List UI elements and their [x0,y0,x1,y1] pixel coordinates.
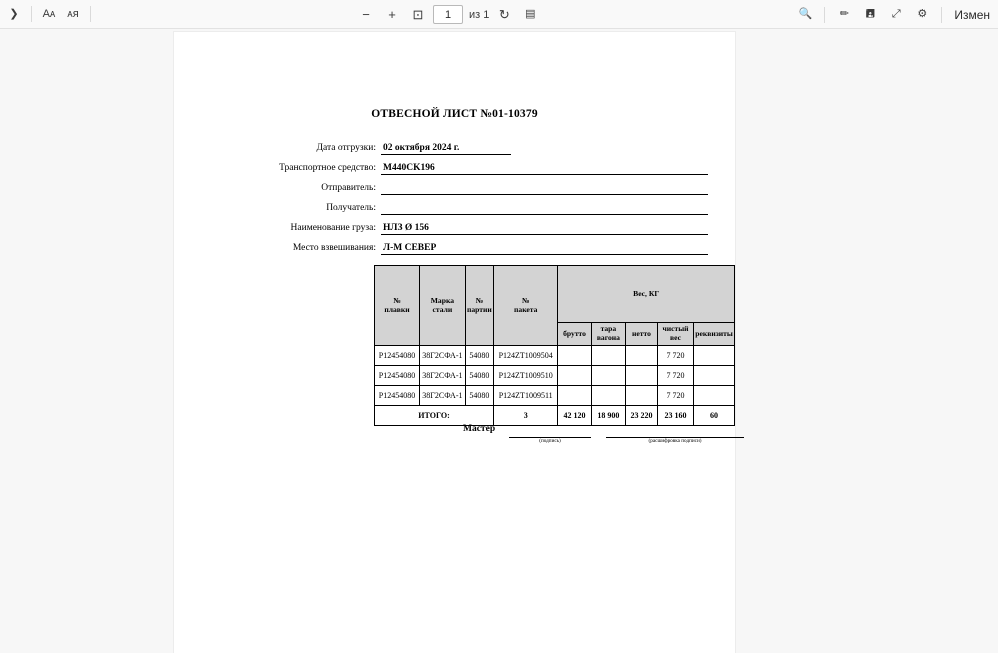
field-row [174,235,735,255]
col-header-line1: № [475,295,484,305]
weight-table [374,265,735,426]
col-header-rekvizity [694,323,735,346]
table-row [375,366,735,386]
page-total-label: из 1 [469,8,490,21]
col-header-chistyvec [657,323,693,346]
fullscreen-icon[interactable]: ⤢ [891,8,901,20]
cell-plavka: P12454080 [375,386,420,406]
table-body [375,346,735,426]
table-total-row [375,406,735,426]
field-value: 02 октября 2024 г. [381,143,511,155]
cell-chistyvec: 7 720 [657,386,693,406]
total-brutto: 42 120 [558,406,591,426]
cell-rekvizity [694,386,735,406]
col-header-line2: стали [432,304,453,314]
cell-netto [626,366,658,386]
toolbar-right-group [794,0,994,29]
field-row [174,135,735,155]
cell-partia: 54080 [465,366,493,386]
translate-icon[interactable]: ᴀᴙ [67,7,79,20]
document-page [174,32,735,653]
field-value [381,213,708,215]
field-label: Место взвешивания: [292,243,376,253]
gear-icon[interactable]: ⚙ [917,8,928,20]
cell-tara [591,386,625,406]
field-row [174,175,735,195]
table-row [375,386,735,406]
col-header-line2: вагона [596,333,620,342]
document-viewport[interactable] [0,29,998,653]
toolbar-divider [824,7,825,23]
total-label: ИТОГО: [375,406,494,426]
highlight-icon[interactable]: ✏ [839,8,849,20]
pdf-toolbar [0,0,998,29]
cell-netto [626,386,658,406]
toolbar-divider [90,6,91,22]
col-header-line1: нетто [632,328,651,338]
cell-tara [591,366,625,386]
col-header-line2: партии [467,304,492,314]
page-layout-icon[interactable]: ▤ [525,8,536,20]
page-title: ОТВЕСНОЙ ЛИСТ №01-10379 [371,108,538,120]
toolbar-divider [941,7,942,23]
col-header-line1: чистый [662,324,689,334]
cell-netto [626,346,658,366]
col-header-line1: реквизиты [695,328,733,338]
save-icon[interactable]: 🖪 [865,8,875,20]
field-label: Получатель: [326,203,376,213]
cell-partia: 54080 [465,346,493,366]
cell-rekvizity [694,366,735,386]
field-row [174,215,735,235]
page-number-input[interactable] [433,5,463,24]
table-head [375,266,735,346]
col-header-partia [465,266,493,346]
cell-partia: 54080 [465,386,493,406]
field-value [381,193,708,195]
field-value: Л-М СЕВЕР [381,243,708,255]
cell-chistyvec: 7 720 [657,366,693,386]
cell-chistyvec: 7 720 [657,346,693,366]
weight-table-container [374,265,735,426]
col-header-line1: № [393,295,401,305]
col-header-weight-group: Вес, КГ [558,266,735,323]
col-header-line1: Марка [430,295,454,305]
edit-button[interactable]: Измен [954,7,990,22]
zoom-out-button[interactable]: − [362,7,370,22]
col-header-line1: № [521,295,530,305]
col-header-line1: брутто [563,328,586,338]
col-header-tara [591,323,625,346]
cell-brutto [558,366,591,386]
document-fields [174,135,735,255]
signature-block [174,424,735,454]
col-header-line2: плавки [384,304,410,314]
col-header-marka [420,266,466,346]
cell-tara [591,346,625,366]
signature-caption: (подпись) [539,438,561,444]
field-value: НЛЗ Ø 156 [381,223,708,235]
col-header-brutto [558,323,591,346]
cell-plavka: P12454080 [375,366,420,386]
field-label: Наименование груза: [290,223,376,233]
total-count: 3 [494,406,558,426]
cell-plavka: P12454080 [375,346,420,366]
field-label: Транспортное средство: [279,163,376,173]
cell-paket: P124ZT1009510 [494,366,558,386]
toolbar-left-group [0,3,95,25]
cell-paket: P124ZT1009511 [494,386,558,406]
cell-marka: 38Г2СФА-1 [420,386,466,406]
field-row [174,195,735,215]
table-header-row-1 [375,266,735,323]
cell-rekvizity [694,346,735,366]
viewer-left-margin [0,29,174,653]
sidebar-toggle-icon[interactable]: ❯ [9,7,19,20]
document-body [174,32,735,653]
cell-marka: 38Г2СФА-1 [420,366,466,386]
cell-marka: 38Г2СФА-1 [420,346,466,366]
total-netto: 23 220 [626,406,658,426]
signature-name-caption: (расшифровка подписи) [648,438,702,444]
col-header-paket [494,266,558,346]
field-row [174,155,735,175]
viewer-right-margin [735,29,998,653]
cell-brutto [558,346,591,366]
col-header-plavka [375,266,420,346]
total-rekvizity: 60 [694,406,735,426]
cell-paket: P124ZT1009504 [494,346,558,366]
col-header-netto [626,323,658,346]
field-value: M440CK196 [381,163,708,175]
table-row [375,346,735,366]
zoom-in-button[interactable]: + [388,7,396,22]
signature-role-label: Мастер [463,424,496,434]
toolbar-page-controls [355,0,541,29]
rotate-icon[interactable]: ↻ [498,7,510,22]
col-header-line1: тара [600,324,617,334]
col-header-line2: пакета [514,304,538,314]
search-icon[interactable]: 🔍 [798,8,813,20]
toolbar-divider [31,6,32,22]
total-tara: 18 900 [591,406,625,426]
total-chistyvec: 23 160 [657,406,693,426]
font-size-icon[interactable]: Aᴀ [42,7,56,20]
fit-page-icon[interactable]: ⊡ [412,7,424,22]
col-header-line2: вес [670,333,681,342]
field-label: Отправитель: [321,183,376,193]
field-label: Дата отгрузки: [316,143,376,153]
cell-brutto [558,386,591,406]
